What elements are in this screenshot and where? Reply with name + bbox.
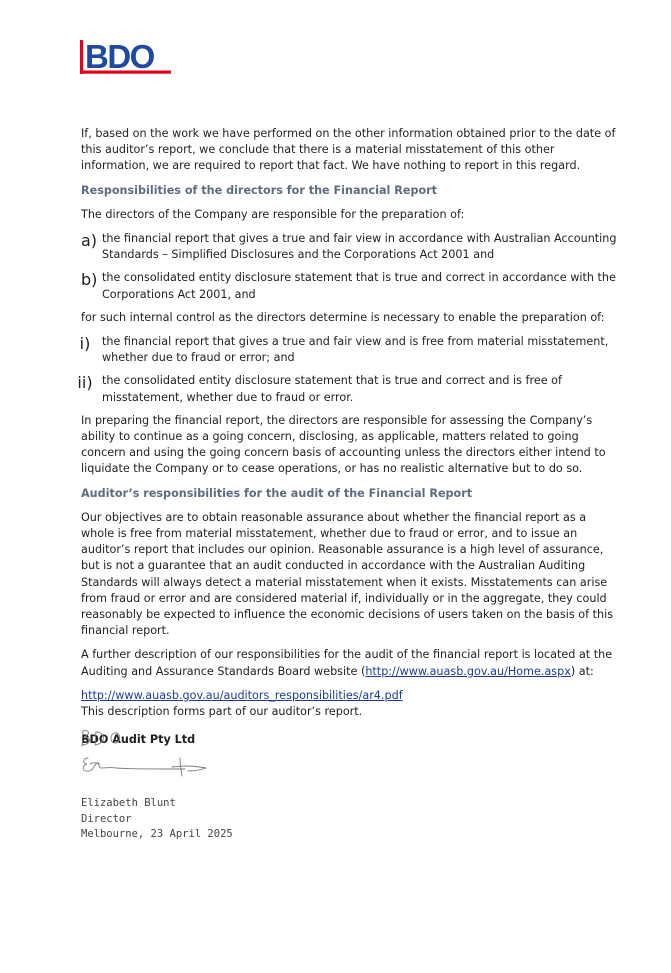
list-text: the financial report that gives a true and fair view and is free from material misstatement, whether due to fraud or error; and: [102, 335, 609, 365]
section-heading-directors: Responsibilities of the directors for the Financial Report: [81, 183, 438, 197]
further-description-text: A further description of our responsibilities for the audit of the financial report is located at the Auditing and Assurance Standards Board website (: [81, 648, 613, 678]
auasb-responsibilities-link[interactable]: http://www.auasb.gov.au/auditors_responsibilities/ar4.pdf: [81, 688, 403, 702]
directors-lead: The directors of the Company are responsible for the preparation of:: [81, 207, 465, 221]
list-item: [81, 270, 621, 302]
report-body: [77, 126, 621, 749]
list-item: [81, 231, 621, 263]
auasb-home-link[interactable]: http://www.auasb.gov.au/Home.aspx: [365, 664, 571, 678]
signatory-place-date: Melbourne, 23 April 2025: [81, 828, 233, 840]
handwritten-signature: [80, 728, 220, 780]
list-text: the consolidated entity disclosure statement that is true and correct in accordance with the Corporations Act 2001, and: [102, 271, 616, 301]
internal-control-lead: for such internal control as the directors determine is necessary to enable the preparation of:: [81, 310, 605, 324]
description-note: This description forms part of our auditor’s report.: [81, 705, 363, 719]
signatory-name: Elizabeth Blunt: [81, 797, 176, 809]
firm-name: BDO Audit Pty Ltd: [81, 733, 196, 747]
section-heading-auditor: Auditor’s responsibilities for the audit of the Financial Report: [81, 486, 473, 500]
responsibilities-link-line: [81, 688, 621, 704]
list-text: the financial report that gives a true and fair view in accordance with Australian Accounting Standards – Simplified Disclosures and the Corporations Act 2001 and: [102, 232, 617, 262]
bdo-logo: [80, 38, 175, 78]
list-marker: i): [79, 334, 91, 354]
list-marker: b): [81, 270, 98, 290]
list-text: the consolidated entity disclosure statement that is true and correct and is free of misstatement, whether due to fraud or error.: [102, 374, 562, 404]
list-item: [81, 334, 621, 366]
further-description-tail: ) at:: [570, 664, 594, 678]
signatory-block: [81, 796, 233, 843]
list-item: [77, 373, 621, 405]
svg-text:BDO: BDO: [85, 38, 154, 75]
signatory-title: Director: [81, 812, 132, 825]
further-description-paragraph: [81, 647, 621, 679]
objectives-paragraph: Our objectives are to obtain reasonable assurance about whether the financial report as a whole is free from material misstatement, whether due to fraud or error, and to issue an auditor’s report that includes our opinion. Reasonable assurance is a high level of assurance, but is not a guarantee that an audit conducted in accordance with the Australian Auditing Standards will always detect a material misstatement when it exists. Misstatements can arise from fraud or error and are considered material if, individually or in the aggregate, they could reasonably be expected to influence the economic decisions of users taken on the basis of this financial report.: [81, 510, 614, 638]
list-marker: ii): [77, 373, 93, 393]
intro-paragraph: If, based on the work we have performed on the other information obtained prior to the date of this auditor’s report, we conclude that there is a material misstatement of this other information, we are required to report that fact. We have nothing to report in this regard.: [81, 127, 616, 173]
list-marker: a): [81, 231, 98, 251]
going-concern-paragraph: In preparing the financial report, the directors are responsible for assessing the Company’s ability to continue as a going concern, disclosing, as applicable, matters related to going concern and using the going concern basis of accounting unless the directors either intend to liquidate the Company or to cease operations, or has no realistic alternative but to do so.: [81, 413, 606, 476]
